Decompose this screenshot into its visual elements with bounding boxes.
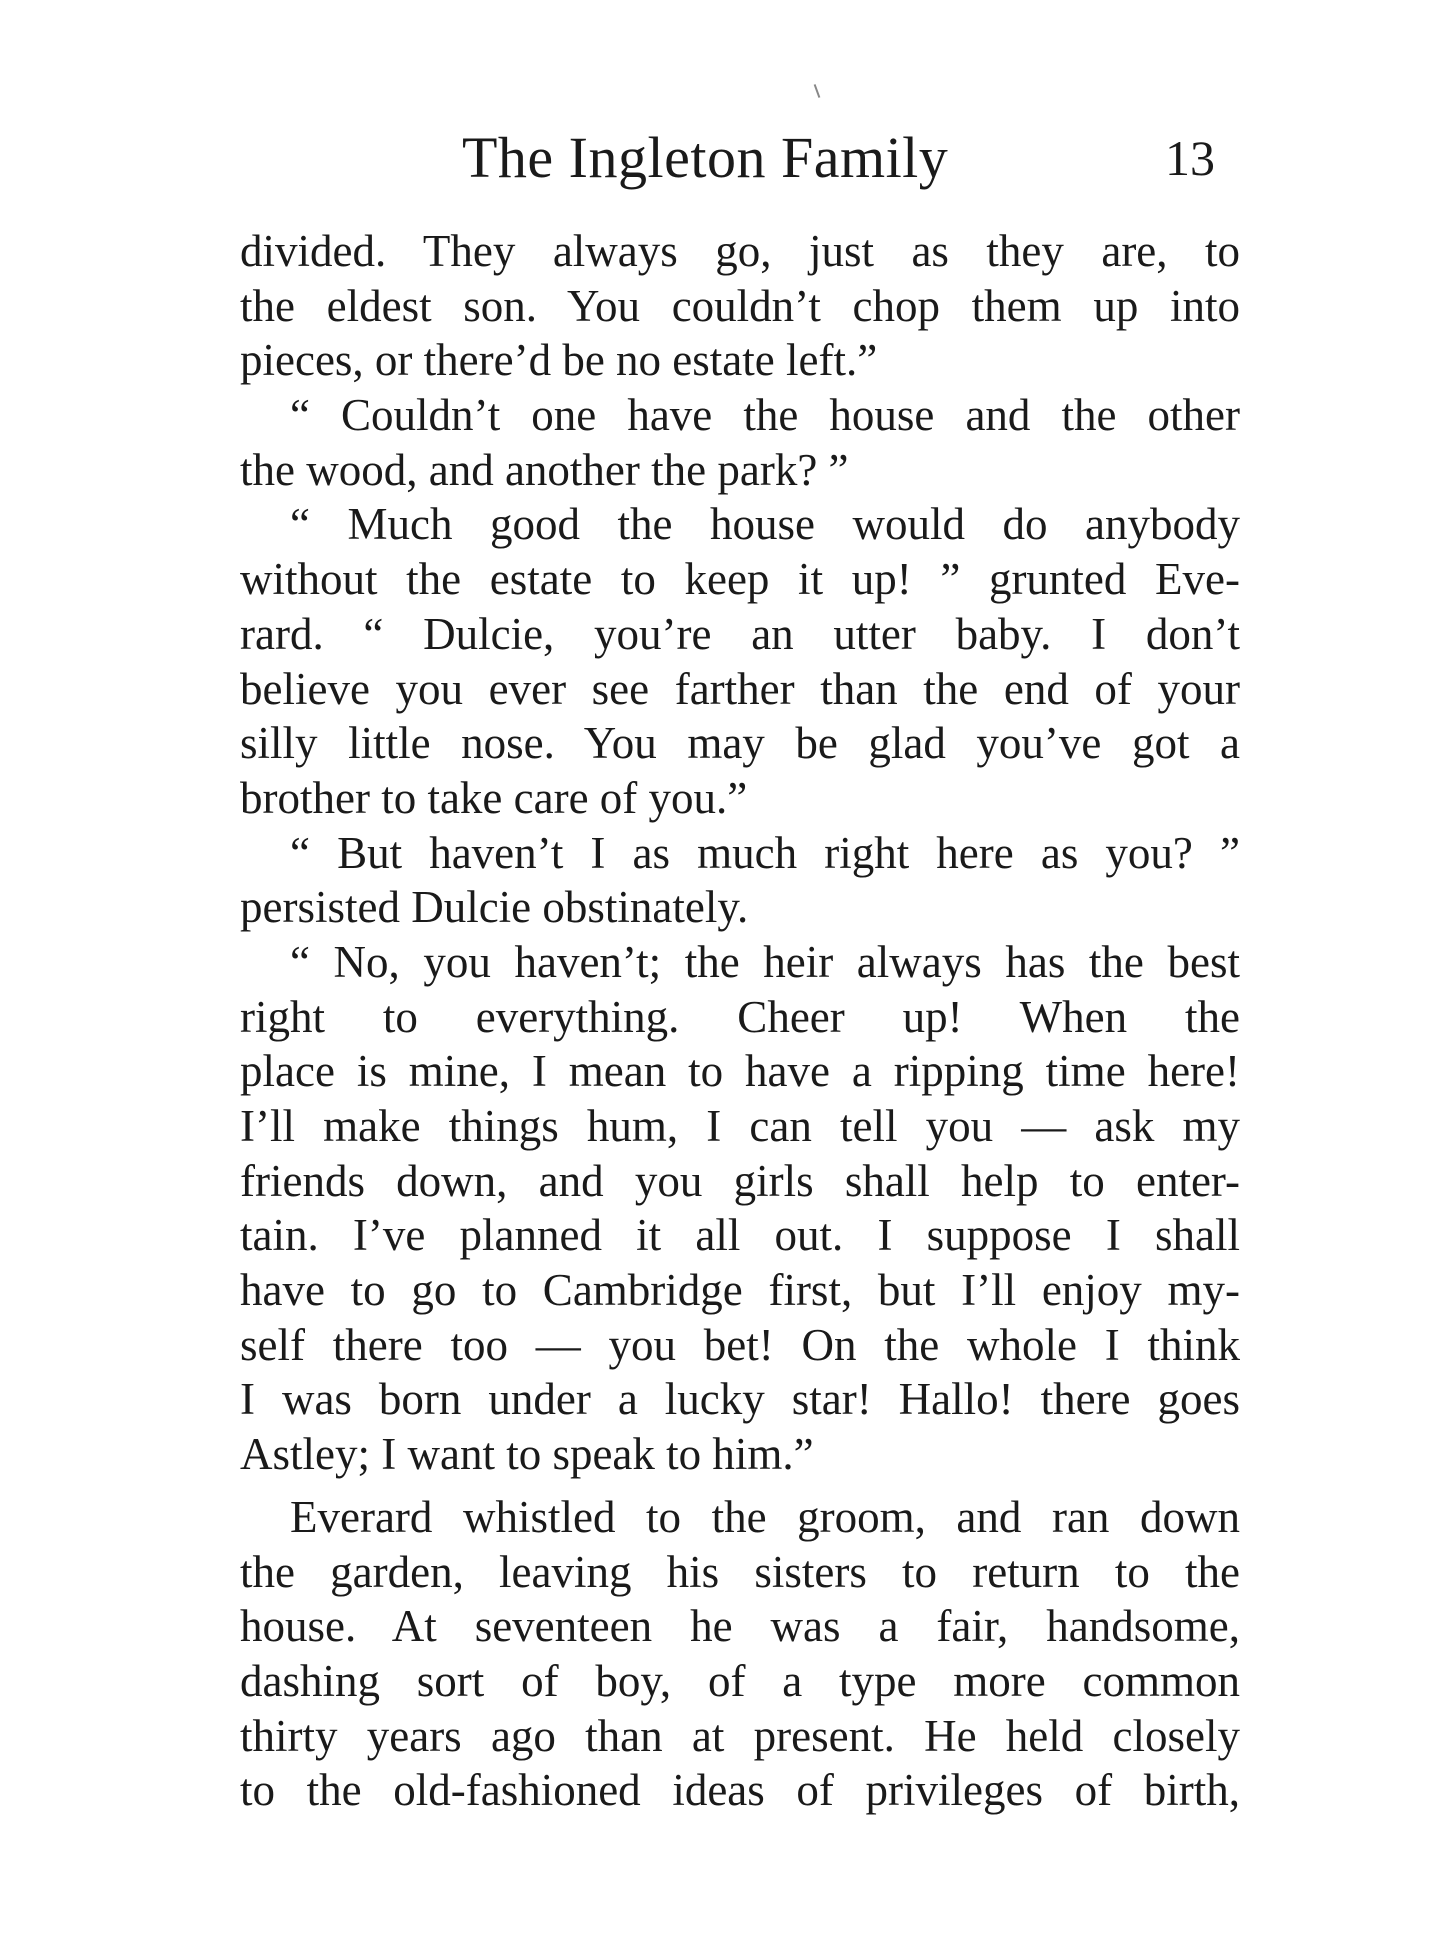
text-line: the garden, leaving his sisters to return to the — [240, 1546, 1240, 1597]
page-number: 13 — [1165, 130, 1215, 186]
text-line: brother to take care of you.” — [240, 772, 748, 823]
text-line: I’ll make things hum, I can tell you — ask my — [240, 1101, 1240, 1151]
text-line: believe you ever see farther than the end of your — [240, 663, 1240, 714]
text-line: house. At seventeen he was a fair, handsome, — [240, 1601, 1240, 1652]
text-line: place is mine, I mean to have a ripping time here! — [240, 1046, 1240, 1097]
paper-speck — [814, 84, 821, 98]
text-line: I was born under a lucky star! Hallo! there goes — [240, 1374, 1240, 1425]
text-line: thirty years ago than at present. He held closely — [240, 1710, 1240, 1761]
text-line: pieces, or there’d be no estate left.” — [240, 335, 878, 386]
text-line: self there too — you bet! On the whole I think — [240, 1319, 1240, 1370]
running-head — [0, 118, 1453, 198]
text-line: tain. I’ve planned it all out. I suppose I shall — [240, 1210, 1240, 1261]
text-line: Astley; I want to speak to him.” — [240, 1429, 814, 1480]
text-line: “ Much good the house would do anybody — [290, 499, 1240, 550]
text-line: have to go to Cambridge first, but I’ll enjoy my- — [240, 1265, 1240, 1316]
body-text — [240, 224, 1240, 1818]
text-line: divided. They always go, just as they are, to — [240, 226, 1240, 276]
text-line: dashing sort of boy, of a type more common — [240, 1655, 1240, 1706]
text-line: without the estate to keep it up! ” grunted Eve- — [240, 554, 1240, 605]
text-line: to the old-fashioned ideas of privileges of birth, — [240, 1765, 1240, 1816]
running-title: The Ingleton Family — [462, 125, 949, 190]
text-line: persisted Dulcie obstinately. — [240, 882, 749, 933]
text-line: “ Couldn’t one have the house and the other — [290, 390, 1240, 441]
text-line: rard. “ Dulcie, you’re an utter baby. I don’t — [240, 608, 1240, 659]
text-line: friends down, and you girls shall help to enter- — [240, 1155, 1240, 1206]
text-line: right to everything. Cheer up! When the — [240, 991, 1240, 1042]
text-line: the wood, and another the park? ” — [240, 444, 849, 495]
text-line: “ No, you haven’t; the heir always has the best — [290, 936, 1240, 987]
text-line: Everard whistled to the groom, and ran down — [290, 1491, 1240, 1542]
text-line: “ But haven’t I as much right here as you? ” — [290, 827, 1240, 878]
text-line: the eldest son. You couldn’t chop them up into — [240, 280, 1240, 331]
text-line: silly little nose. You may be glad you’ve got a — [240, 718, 1240, 769]
